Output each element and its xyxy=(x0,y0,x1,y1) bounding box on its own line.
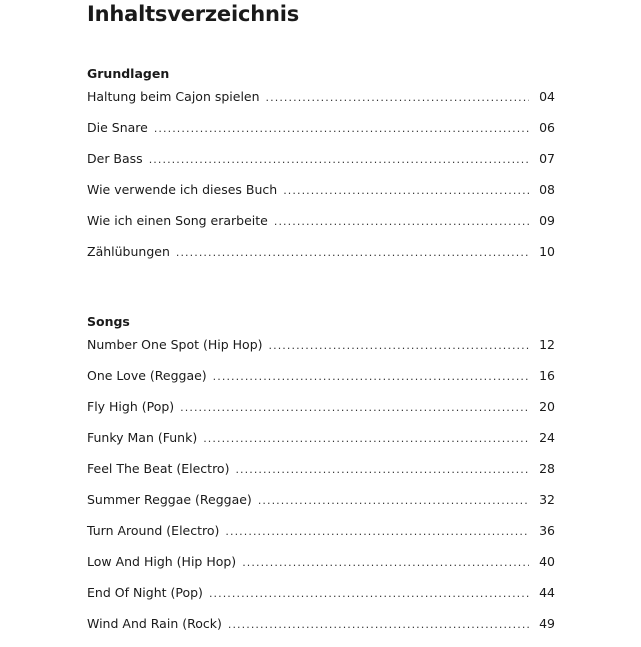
toc-entry-label: End Of Night (Pop) xyxy=(87,585,203,600)
toc-entry-page: 04 xyxy=(539,89,555,104)
dot-leader xyxy=(209,587,529,600)
toc-list-songs xyxy=(87,337,555,647)
toc-entry-label: Die Snare xyxy=(87,120,148,135)
dot-leader xyxy=(269,339,529,352)
toc-entry[interactable] xyxy=(87,430,555,461)
section-heading-songs: Songs xyxy=(87,314,130,329)
toc-entry-label: Funky Man (Funk) xyxy=(87,430,198,445)
toc-entry-label: Wie verwende ich dieses Buch xyxy=(87,182,278,197)
toc-entry[interactable] xyxy=(87,337,555,368)
toc-entry-page: 10 xyxy=(539,244,555,259)
toc-entry[interactable] xyxy=(87,151,555,182)
toc-entry-page: 06 xyxy=(539,120,555,135)
toc-entry-page: 20 xyxy=(539,399,555,414)
dot-leader xyxy=(213,370,529,383)
toc-entry-label: Zählübungen xyxy=(87,244,170,259)
toc-entry-page: 44 xyxy=(539,585,555,600)
toc-entry-page: 40 xyxy=(539,554,555,569)
toc-entry[interactable] xyxy=(87,492,555,523)
dot-leader xyxy=(235,463,529,476)
toc-list-grundlagen xyxy=(87,89,555,275)
section-heading-grundlagen: Grundlagen xyxy=(87,66,170,81)
toc-entry[interactable] xyxy=(87,399,555,430)
toc-entry-label: Der Bass xyxy=(87,151,143,166)
toc-entry-page: 16 xyxy=(539,368,555,383)
toc-entry-label: Turn Around (Electro) xyxy=(87,523,220,538)
toc-entry[interactable] xyxy=(87,616,555,647)
dot-leader xyxy=(242,556,529,569)
toc-entry-label: Fly High (Pop) xyxy=(87,399,175,414)
toc-entry[interactable] xyxy=(87,89,555,120)
toc-entry-label: Feel The Beat (Electro) xyxy=(87,461,230,476)
toc-entry[interactable] xyxy=(87,461,555,492)
toc-entry[interactable] xyxy=(87,120,555,151)
dot-leader xyxy=(180,401,529,414)
toc-entry[interactable] xyxy=(87,213,555,244)
toc-entry-page: 49 xyxy=(539,616,555,631)
dot-leader xyxy=(154,122,529,135)
toc-entry-label: Wie ich einen Song erarbeite xyxy=(87,213,268,228)
toc-entry-label: Summer Reggae (Reggae) xyxy=(87,492,252,507)
toc-entry-page: 36 xyxy=(539,523,555,538)
dot-leader xyxy=(203,432,529,445)
toc-entry[interactable] xyxy=(87,182,555,213)
dot-leader xyxy=(225,525,529,538)
toc-entry[interactable] xyxy=(87,244,555,275)
toc-entry-label: Haltung beim Cajon spielen xyxy=(87,89,260,104)
dot-leader xyxy=(274,215,529,228)
toc-entry[interactable] xyxy=(87,368,555,399)
toc-entry[interactable] xyxy=(87,523,555,554)
toc-entry[interactable] xyxy=(87,554,555,585)
dot-leader xyxy=(228,618,529,631)
toc-entry-page: 12 xyxy=(539,337,555,352)
toc-entry-label: Wind And Rain (Rock) xyxy=(87,616,222,631)
toc-entry-label: Number One Spot (Hip Hop) xyxy=(87,337,263,352)
toc-entry-page: 07 xyxy=(539,151,555,166)
toc-entry-label: Low And High (Hip Hop) xyxy=(87,554,237,569)
toc-entry[interactable] xyxy=(87,585,555,616)
toc-entry-page: 28 xyxy=(539,461,555,476)
dot-leader xyxy=(266,91,529,104)
toc-entry-label: One Love (Reggae) xyxy=(87,368,207,383)
dot-leader xyxy=(149,153,529,166)
dot-leader xyxy=(258,494,529,507)
toc-entry-page: 08 xyxy=(539,182,555,197)
toc-entry-page: 24 xyxy=(539,430,555,445)
dot-leader xyxy=(283,184,529,197)
dot-leader xyxy=(176,246,529,259)
page-title: Inhaltsverzeichnis xyxy=(87,2,300,26)
toc-entry-page: 32 xyxy=(539,492,555,507)
toc-entry-page: 09 xyxy=(539,213,555,228)
